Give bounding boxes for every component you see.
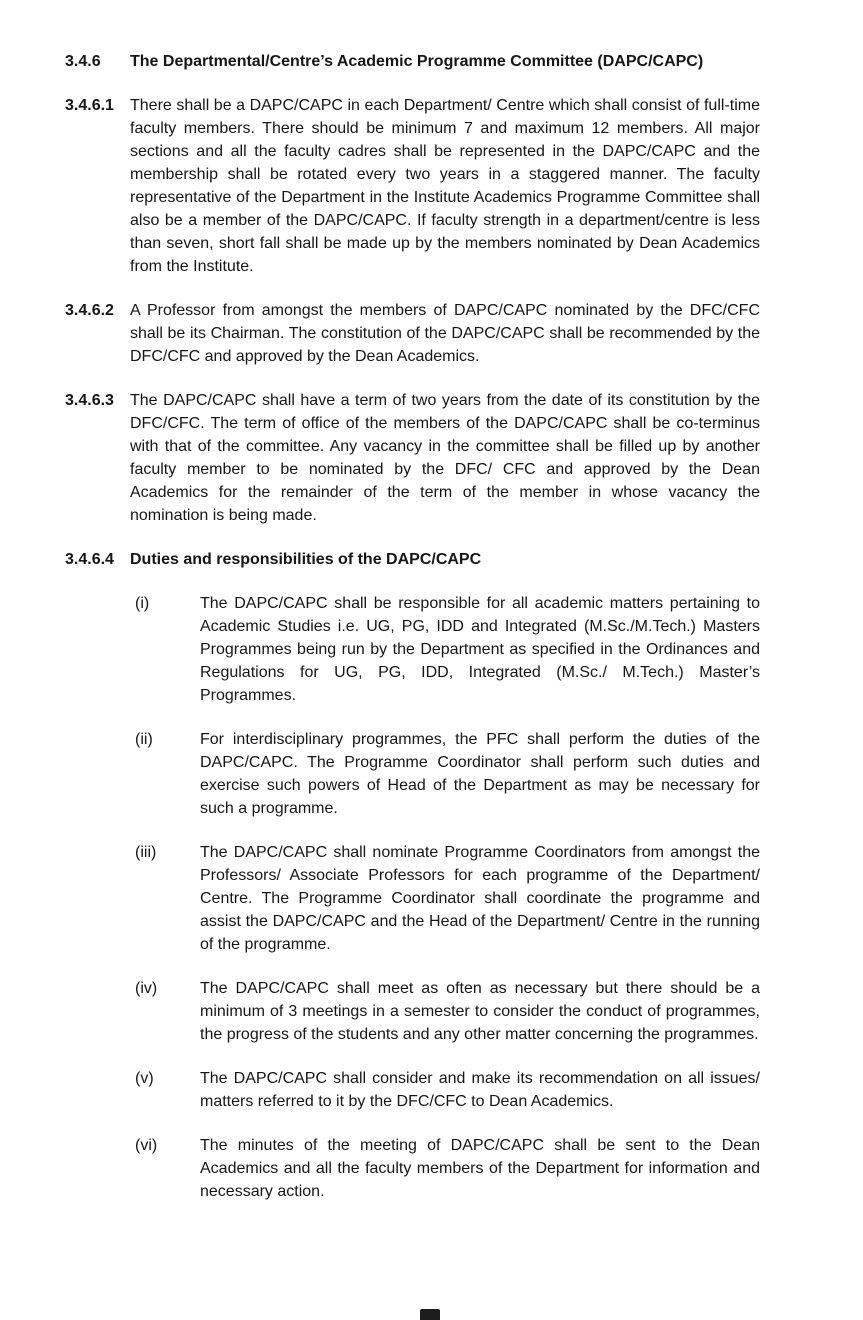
section-title: The Departmental/Centre’s Academic Programme Committee (DAPC/CAPC) — [130, 53, 704, 70]
section-text: A Professor from amongst the members of DAPC/CAPC nominated by the DFC/CFC shall be its Chairman. The constitution of the DAPC/CAPC shall be recommended by the DFC/CFC and approved by the Dean Academics. — [130, 302, 760, 365]
section-text: There shall be a DAPC/CAPC in each Department/ Centre which shall consist of full-time faculty members. There should be minimum 7 and maximum 12 members. All major sections and all the faculty cadres shall be represented in the DAPC/CAPC and the membership shall be rotated every two years in a staggered manner. The faculty representative of the Department in the Institute Academics Programme Committee shall also be a member of the DAPC/CAPC. If faculty strength in a department/centre is less than seven, short fall shall be made up by the members nominated by Dean Academics from the Institute. — [130, 97, 760, 275]
section-number: 3.4.6.1 — [65, 97, 114, 114]
duty-text: The minutes of the meeting of DAPC/CAPC shall be sent to the Dean Academics and all the faculty members of the Department for information and necessary action. — [200, 1137, 760, 1200]
section-number: 3.4.6.2 — [65, 302, 114, 319]
duties-list — [135, 592, 760, 1203]
section-3-4-6-2 — [65, 299, 760, 368]
duty-item-v — [135, 1067, 760, 1113]
section-subtitle: Duties and responsibilities of the DAPC/CAPC — [130, 551, 482, 568]
duty-marker: (v) — [135, 1070, 154, 1087]
section-3-4-6-1 — [65, 94, 760, 278]
duty-marker: (vi) — [135, 1137, 158, 1154]
section-text: The DAPC/CAPC shall have a term of two years from the date of its constitution by the DFC/CFC. The term of office of the members of the DAPC/CAPC shall be co-terminus with that of the committee. Any vacancy in the committee shall be filled up by another faculty member to be nominated by the DFC/ CFC and approved by the Dean Academics for the remainder of the term of the member in whose vacancy the nomination is being made. — [130, 392, 760, 524]
duty-marker: (i) — [135, 595, 150, 612]
section-3-4-6-4 — [65, 548, 760, 571]
section-number: 3.4.6.4 — [65, 551, 114, 568]
duty-text: The DAPC/CAPC shall nominate Programme Coordinators from amongst the Professors/ Associate Professors for each programme of the Department/ Centre. The Programme Coordinator shall coordinate the programme and assist the DAPC/CAPC and the Head of the Department/ Centre in the running of the programme. — [200, 844, 760, 953]
duty-item-ii — [135, 728, 760, 820]
duty-marker: (ii) — [135, 731, 153, 748]
section-number: 3.4.6.3 — [65, 392, 114, 409]
duty-item-iv — [135, 977, 760, 1046]
section-heading — [65, 50, 760, 73]
duty-marker: (iv) — [135, 980, 158, 997]
section-3-4-6-3 — [65, 389, 760, 527]
duty-text: The DAPC/CAPC shall be responsible for all academic matters pertaining to Academic Studies i.e. UG, PG, IDD and Integrated (M.Sc./M.Tech.) Masters Programmes being run by the Department as specified in the Ordinances and Regulations for UG, PG, IDD, Integrated (M.Sc./ M.Tech.) Master’s Programmes. — [200, 595, 760, 704]
duty-item-vi — [135, 1134, 760, 1203]
duty-marker: (iii) — [135, 844, 157, 861]
duty-text: The DAPC/CAPC shall consider and make its recommendation on all issues/ matters referred to it by the DFC/CFC to Dean Academics. — [200, 1070, 760, 1110]
section-number: 3.4.6 — [65, 53, 101, 70]
duty-text: For interdisciplinary programmes, the PFC shall perform the duties of the DAPC/CAPC. The Programme Coordinator shall perform such duties and exercise such powers of Head of the Department as may be necessary for such a programme. — [200, 731, 760, 817]
duty-text: The DAPC/CAPC shall meet as often as necessary but there should be a minimum of 3 meetings in a semester to consider the conduct of programmes, the progress of the students and any other matter concerning the programmes. — [200, 980, 760, 1043]
page-number-cutoff-mark — [420, 1309, 440, 1320]
duty-item-iii — [135, 841, 760, 956]
duty-item-i — [135, 592, 760, 707]
